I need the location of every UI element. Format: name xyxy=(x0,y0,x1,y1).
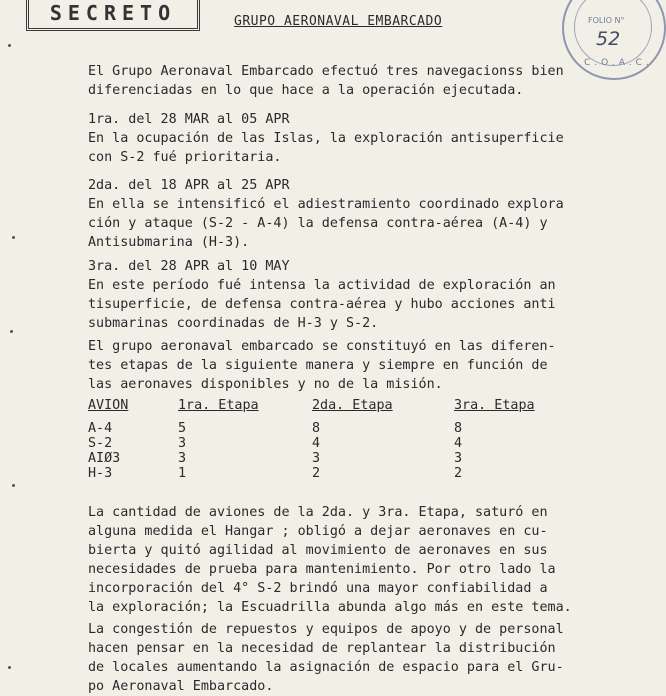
text-line: En este período fué intensa la actividad de exploración an xyxy=(88,278,556,293)
text-line: incorporación del 4° S-2 brindó una mayor confiabilidad a xyxy=(88,581,548,596)
text-line: con S-2 fué prioritaria. xyxy=(88,150,282,165)
table-cell: 8 xyxy=(454,421,463,436)
table-cell: 1 xyxy=(178,466,187,481)
paragraph-spares xyxy=(88,620,564,696)
table-cell: 3 xyxy=(178,451,187,466)
seal-bottom-text: C.O.A.C. xyxy=(584,58,653,68)
table-row xyxy=(88,451,554,466)
table-cell: 2 xyxy=(454,466,463,481)
column-header: 1ra. Etapa xyxy=(178,397,259,413)
folio-seal xyxy=(562,0,666,80)
text-line: El Grupo Aeronaval Embarcado efectuó tres navegacionss bien xyxy=(88,64,564,79)
secreto-stamp: SECRETO xyxy=(26,0,200,31)
table-cell: 2 xyxy=(312,466,321,481)
column-header: 3ra. Etapa xyxy=(454,397,535,413)
text-line: submarinas coordinadas de H-3 y S-2. xyxy=(88,316,379,331)
margin-mark xyxy=(8,666,11,669)
table-cell: AIØ3 xyxy=(88,451,121,466)
table-cell: 3 xyxy=(454,451,463,466)
text-line: de locales aumentando la asignación de espacio para el Gru- xyxy=(88,660,564,675)
text-line: tes etapas de la siguiente manera y siempre en función de xyxy=(88,358,548,373)
table-cell: 8 xyxy=(312,421,321,436)
text-line: hacen pensar en la necesidad de replantear la distribución xyxy=(88,641,556,656)
folio-label: FOLIO N° xyxy=(588,16,625,25)
document-title: GRUPO AERONAVAL EMBARCADO xyxy=(234,14,443,29)
text-line: las aeronaves disponibles y no de la misión. xyxy=(88,377,443,392)
paragraph-stage-3 xyxy=(88,257,556,333)
text-line: 2da. del 18 APR al 25 APR xyxy=(88,178,290,193)
table-row xyxy=(88,436,554,451)
table-cell: 3 xyxy=(312,451,321,466)
column-header: 2da. Etapa xyxy=(312,397,393,413)
text-line: La cantidad de aviones de la 2da. y 3ra. Etapa, saturó en xyxy=(88,505,548,520)
text-line: ción y ataque (S-2 - A-4) la defensa contra-aérea (A-4) y xyxy=(88,216,548,231)
column-header: AVION xyxy=(88,397,129,413)
text-line: Antisubmarina (H-3). xyxy=(88,235,250,250)
aircraft-stage-table xyxy=(88,396,554,481)
text-line: bierta y quitó agilidad al movimiento de aeronaves en sus xyxy=(88,543,548,558)
margin-mark xyxy=(10,330,13,333)
paragraph-stage-1 xyxy=(88,110,564,167)
text-line: diferenciadas en lo que hace a la operación ejecutada. xyxy=(88,83,524,98)
text-line: po Aeronaval Embarcado. xyxy=(88,679,274,694)
paragraph-intro xyxy=(88,62,564,100)
table-header-row xyxy=(88,396,554,421)
folio-number: 52 xyxy=(596,28,621,50)
table-cell: H-3 xyxy=(88,466,113,481)
table-cell: 4 xyxy=(454,436,463,451)
paragraph-constitution xyxy=(88,337,556,394)
paragraph-hangar xyxy=(88,503,572,617)
text-line: En ella se intensificó el adiestramiento coordinado explora xyxy=(88,197,564,212)
text-line: alguna medida el Hangar ; obligó a dejar aeronaves en cu- xyxy=(88,524,548,539)
text-line: tisuperficie, de defensa contra-aérea y hubo acciones anti xyxy=(88,297,556,312)
table-row xyxy=(88,466,554,481)
text-line: 1ra. del 28 MAR al 05 APR xyxy=(88,112,290,127)
table-cell: A-4 xyxy=(88,421,113,436)
table-cell: 5 xyxy=(178,421,187,436)
table-cell: 4 xyxy=(312,436,321,451)
margin-mark xyxy=(8,44,11,47)
margin-mark xyxy=(12,484,15,487)
text-line: En la ocupación de las Islas, la exploración antisuperficie xyxy=(88,131,564,146)
text-line: necesidades de prueba para mantenimiento. Por otro lado la xyxy=(88,562,556,577)
text-line: 3ra. del 28 APR al 10 MAY xyxy=(88,259,290,274)
margin-mark xyxy=(12,236,15,239)
paragraph-stage-2 xyxy=(88,176,564,252)
table-cell: S-2 xyxy=(88,436,113,451)
text-line: El grupo aeronaval embarcado se constituyó en las diferen- xyxy=(88,339,556,354)
text-line: La congestión de repuestos y equipos de apoyo y de personal xyxy=(88,622,564,637)
table-row xyxy=(88,421,554,436)
table-cell: 3 xyxy=(178,436,187,451)
text-line: la exploración; la Escuadrilla abunda algo más en este tema. xyxy=(88,600,572,615)
